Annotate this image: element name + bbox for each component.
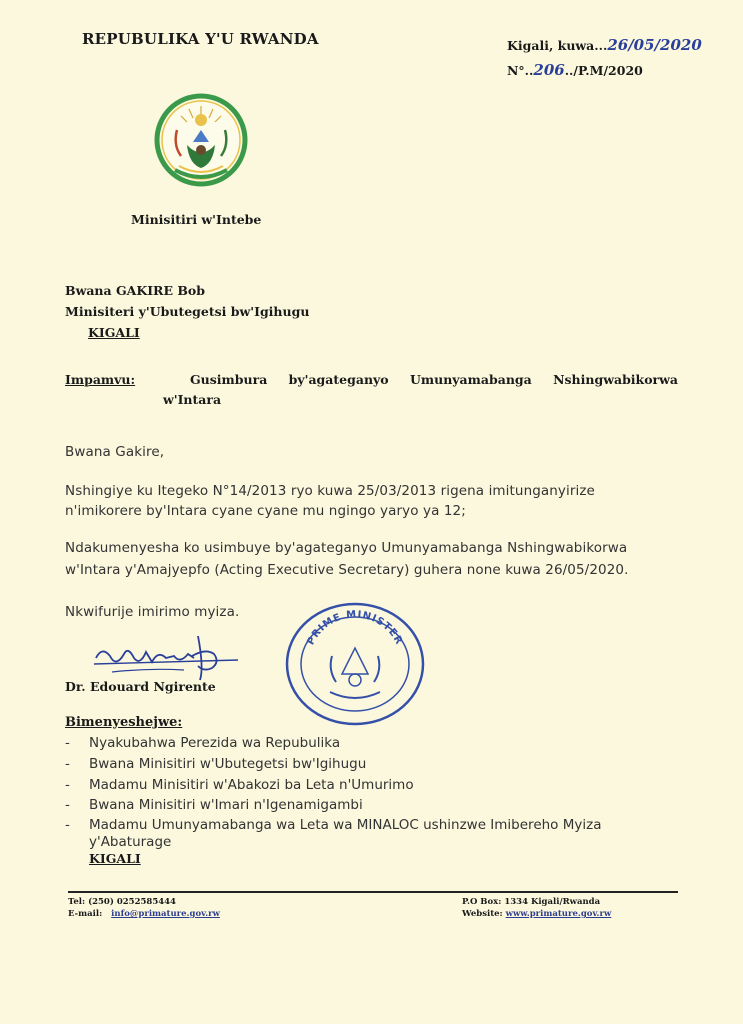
date-label: Kigali, kuwa...	[507, 38, 608, 53]
footer-website	[462, 909, 611, 919]
cc-item	[65, 797, 363, 813]
closing-line: Nkwifurije imirimo myiza.	[65, 604, 240, 620]
svg-text:PRIME MINISTER	[305, 609, 404, 647]
footer-divider	[68, 891, 678, 893]
ref-number-handwritten: 206	[533, 61, 565, 79]
footer-email	[68, 909, 220, 919]
date-handwritten: 26/05/2020	[607, 36, 702, 54]
reference-line	[507, 61, 643, 79]
subject-word: Umunyamabanga	[409, 372, 532, 387]
date-line	[507, 36, 702, 54]
subject-word: Gusimbura	[190, 372, 268, 387]
addressee-name: Bwana GAKIRE Bob	[65, 283, 205, 298]
cc-city: KIGALI	[89, 851, 141, 866]
footer-pobox: P.O Box: 1334 Kigali/Rwanda	[462, 897, 601, 907]
cc-item	[65, 777, 414, 793]
subject-label: Impamvu:	[65, 372, 136, 387]
cc-item-text: Bwana Minisitiri w'Imari n'Igenamigambi	[89, 797, 363, 813]
paragraph-1-line-2: n'imikorere by'Intara cyane cyane mu ngingo yaryo ya 12;	[65, 503, 466, 519]
salutation: Bwana Gakire,	[65, 444, 165, 460]
signatory-name: Dr. Edouard Ngirente	[65, 679, 216, 694]
office-name: Minisitiri w'Intebe	[131, 212, 262, 227]
paragraph-2-line-1: Ndakumenyesha ko usimbuye by'agateganyo Umunyamabanga Nshingwabikorwa	[65, 540, 628, 556]
footer-telephone: Tel: (250) 0252585444	[68, 897, 176, 907]
subject-word: by'agateganyo	[288, 372, 389, 387]
cc-item	[65, 735, 340, 751]
cc-dash: -	[65, 797, 70, 813]
email-label: E-mail:	[68, 909, 103, 919]
cc-item-continuation: y'Abaturage	[89, 834, 172, 850]
cc-item-text: Nyakubahwa Perezida wa Repubulika	[89, 735, 341, 751]
subject-line-1	[190, 372, 678, 387]
subject-word: Nshingwabikorwa	[553, 372, 678, 387]
stamp-text: PRIME MINISTER	[305, 609, 405, 647]
addressee-title: Minisiteri y'Ubutegetsi bw'Igihugu	[65, 304, 310, 319]
cc-item-text: Madamu Umunyamabanga wa Leta wa MINALOC ushinzwe Imibereho Myiza	[89, 817, 602, 833]
paragraph-1-line-1: Nshingiye ku Itegeko N°14/2013 ryo kuwa 25/03/2013 rigena imitunganyirize	[65, 483, 595, 499]
cc-item-text: Bwana Minisitiri w'Ubutegetsi bw'Igihugu	[89, 756, 367, 772]
ref-prefix: N°..	[507, 63, 534, 78]
cc-dash: -	[65, 777, 70, 793]
subject-line-2: w'Intara	[163, 392, 222, 407]
ref-suffix: ../P.M/2020	[564, 63, 643, 78]
country-heading: REPUBULIKA Y'U RWANDA	[82, 30, 319, 48]
cc-dash: -	[65, 756, 70, 772]
email-link[interactable]: info@primature.gov.rw	[111, 909, 220, 919]
cc-dash: -	[65, 735, 70, 751]
cc-item-text: Madamu Minisitiri w'Abakozi ba Leta n'Umurimo	[89, 777, 414, 793]
cc-item	[65, 817, 601, 833]
official-stamp-icon	[280, 596, 430, 728]
website-link[interactable]: www.primature.gov.rw	[505, 909, 612, 919]
cc-label: Bimenyeshejwe:	[65, 715, 183, 730]
website-label: Website:	[462, 909, 503, 919]
paragraph-2-line-2: w'Intara y'Amajyepfo (Acting Executive Secretary) guhera none kuwa 26/05/2020.	[65, 562, 629, 578]
cc-item	[65, 756, 366, 772]
rwanda-emblem-icon	[151, 90, 251, 194]
cc-dash: -	[65, 817, 70, 833]
addressee-city: KIGALI	[88, 325, 140, 340]
